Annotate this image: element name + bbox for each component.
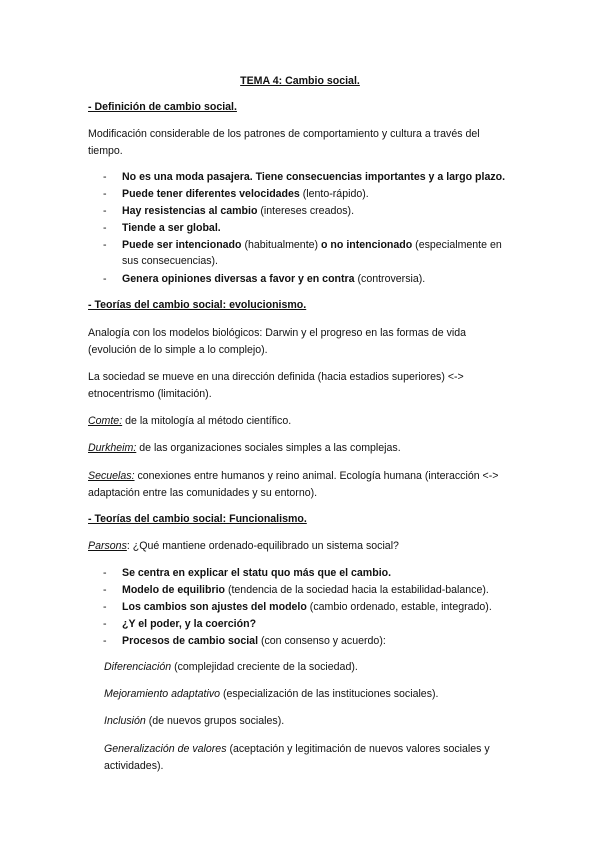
secuelas-line-2: adaptación entre las comunidades y su entorno).: [88, 487, 318, 499]
list-item: Procesos de cambio social (con consenso y acuerdo):: [122, 635, 386, 647]
parsons-label: Parsons: [88, 540, 127, 552]
bullet-dash: -: [103, 567, 107, 579]
evolucionismo-paragraph-2-line-2: etnocentrismo (limitación).: [88, 388, 212, 400]
bullet-dash: -: [103, 273, 107, 285]
list-item: No es una moda pasajera. Tiene consecuencias importantes y a largo plazo.: [122, 171, 506, 183]
section-heading-evolucionismo: - Teorías del cambio social: evolucionismo.: [88, 299, 307, 311]
proceso-item: Mejoramiento adaptativo (especialización de las instituciones sociales).: [104, 688, 439, 700]
page-title: TEMA 4: Cambio social.: [240, 75, 360, 87]
list-item-continuation: sus consecuencias).: [122, 255, 218, 267]
list-item: ¿Y el poder, y la coerción?: [122, 618, 257, 630]
definicion-paragraph-line-2: tiempo.: [88, 145, 123, 157]
proceso-item: Inclusión (de nuevos grupos sociales).: [104, 715, 285, 727]
bullet-dash: -: [103, 584, 107, 596]
bullet-dash: -: [103, 601, 107, 613]
list-item: Los cambios son ajustes del modelo (cambio ordenado, estable, integrado).: [122, 601, 492, 613]
list-item: Se centra en explicar el statu quo más que el cambio.: [122, 567, 392, 579]
secuelas-line-1: Secuelas: conexiones entre humanos y reino animal. Ecología humana (interacción <->: [88, 470, 499, 482]
proceso-item: Diferenciación (complejidad creciente de la sociedad).: [104, 661, 358, 673]
secuelas-label: Secuelas:: [88, 470, 135, 482]
comte-line: Comte: de la mitología al método científico.: [88, 415, 292, 427]
bullet-dash: -: [103, 635, 107, 647]
bullet-dash: -: [103, 205, 107, 217]
list-item: Puede ser intencionado (habitualmente) o no intencionado (especialmente en: [122, 239, 502, 251]
list-item: Puede tener diferentes velocidades (lento-rápido).: [122, 188, 369, 200]
section-heading-definicion: - Definición de cambio social.: [88, 101, 237, 113]
list-item: Modelo de equilibrio (tendencia de la sociedad hacia la estabilidad-balance).: [122, 584, 489, 596]
proceso-item-continuation: actividades).: [104, 760, 164, 772]
bullet-dash: -: [103, 171, 107, 183]
comte-label: Comte:: [88, 415, 123, 427]
durkheim-line: Durkheim: de las organizaciones sociales simples a las complejas.: [88, 442, 401, 454]
proceso-item: Generalización de valores (aceptación y legitimación de nuevos valores sociales y: [104, 743, 490, 755]
bullet-dash: -: [103, 222, 107, 234]
evolucionismo-paragraph-2-line-1: La sociedad se mueve en una dirección definida (hacia estadios superiores) <->: [88, 371, 464, 383]
evolucionismo-paragraph-1-line-2: (evolución de lo simple a lo complejo).: [88, 344, 268, 356]
list-item: Tiende a ser global.: [122, 222, 221, 234]
evolucionismo-paragraph-1-line-1: Analogía con los modelos biológicos: Darwin y el progreso en las formas de vida: [88, 327, 467, 339]
bullet-dash: -: [103, 188, 107, 200]
list-item: Genera opiniones diversas a favor y en contra (controversia).: [122, 273, 426, 285]
durkheim-label: Durkheim:: [88, 442, 137, 454]
parsons-line: Parsons: ¿Qué mantiene ordenado-equilibrado un sistema social?: [88, 540, 399, 552]
bullet-dash: -: [103, 618, 107, 630]
list-item: Hay resistencias al cambio (intereses creados).: [122, 205, 355, 217]
section-heading-funcionalismo: - Teorías del cambio social: Funcionalismo.: [88, 513, 307, 525]
bullet-dash: -: [103, 239, 107, 251]
definicion-paragraph-line-1: Modificación considerable de los patrones de comportamiento y cultura a través del: [88, 128, 480, 140]
